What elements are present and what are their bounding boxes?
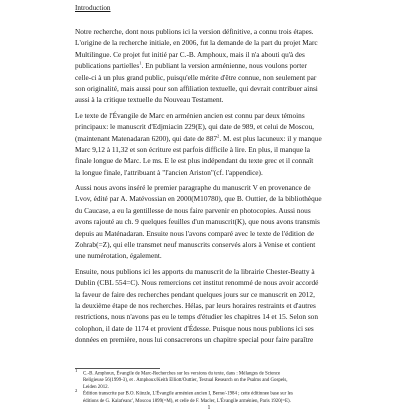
text-segment: finale longue de Marc. Le ms. E le est plus indépendant du texte grec et il connaît <box>75 156 314 166</box>
text-line <box>75 60 367 71</box>
text-line <box>75 289 367 300</box>
text-segment: Aussi nous avons inséré le premier paragraphe du manuscrit V en provenance de <box>75 183 311 193</box>
text-segment: avons rajouté au ch. 9 quelques feuilles d'un manuscrit(K), que nous avons transmis <box>75 217 320 227</box>
text-segment: L'origine de la recherche initiale, en 2006, fut la demande de la part du projet Marc <box>75 38 318 48</box>
text-line <box>75 193 367 204</box>
text-line <box>75 37 367 48</box>
text-line <box>75 228 367 239</box>
text-segment: du Caucase, a eu la gentillesse de nous faire parvenir en photocopies. Aussi nous <box>75 205 311 215</box>
text-line <box>75 72 367 83</box>
text-line <box>75 110 367 121</box>
text-line <box>75 167 367 178</box>
text-segment: . M. est plus lacuneux: il y manque <box>219 133 322 143</box>
text-line <box>75 182 367 193</box>
text-segment: (maintenant Matenadaran 6200), qui date de 887 <box>75 133 218 143</box>
text-segment: la longue finale, l'attribuant à "l'ancien Ariston"(cf. l'appendice). <box>75 167 263 177</box>
text-segment: principaux: le manuscrit d'Edjmiacin 229(E), qui date de 989, et celui de Moscou, <box>75 122 315 132</box>
footnote-reference[interactable]: 2 <box>217 133 220 139</box>
text-line <box>75 26 367 37</box>
text-segment: une numérotation, également. <box>75 251 162 261</box>
text-segment: Multilingue. Ce projet fut initié par C.-B. Amphoux, mais il n'a abouti qu'à des <box>75 49 305 59</box>
text-line <box>75 133 367 144</box>
text-segment: Dublin (CBL 554=C). Nous remercions cet institut renommé de nous avoir accordé <box>75 278 319 288</box>
footnote-text: Religieuse 56(1999-3), et . Amphoux/Keith Elliott/Outtier, Textual Research on the Psalms and Gospels, <box>83 378 288 384</box>
footnote-line <box>75 378 367 385</box>
text-segment: données en première, nous lui consacrerons un chapitre special pour faire paraître <box>75 335 314 345</box>
text-segment: la faveur de faire des recherches pendant quelques jours sur ce manuscrit en 2012, <box>75 289 315 299</box>
text-line <box>75 94 367 105</box>
text-segment: son originalité, mais aussi pour son affiliation textuelle, qui devrait contribuer ainsi <box>75 83 318 93</box>
text-line <box>75 216 367 227</box>
text-line <box>75 277 367 288</box>
text-line <box>75 205 367 216</box>
text-line <box>75 49 367 60</box>
text-segment: publications partielles <box>75 61 140 71</box>
text-line <box>75 300 367 311</box>
text-segment: la deuxième étape de nos recherches. Hélas, par leurs horaires restraints et d'autres <box>75 300 316 310</box>
text-segment: Zohrab(=Z), qui elle transmet neuf manuscrits conservés alors à Venise et contient <box>75 240 316 250</box>
text-line <box>75 144 367 155</box>
body-text <box>75 26 367 346</box>
text-segment: restrictions, nous n'avons pas eu le temps d'étudier les chapitres 14 et 15. Selon son <box>75 312 318 322</box>
text-line <box>75 155 367 166</box>
footnote-text: C.-B. Amphoux, Évangile de Marc-Recherches sur les versions du texte, dans : Mélanges de Science <box>83 371 281 377</box>
text-line <box>75 250 367 261</box>
text-line <box>75 323 367 334</box>
text-segment: Le texte de l'Évangile de Marc en arménien ancien est connu par deux témoins <box>75 110 305 120</box>
text-segment: celle-ci à un plus grand public, puisqu'elle mérite d'être connue, non seulement par <box>75 72 317 82</box>
text-line <box>75 83 367 94</box>
text-segment: Marc 9,12 à 11,32 et son écriture est parfois difficile à lire. En plus, il manque la <box>75 144 311 154</box>
text-segment: Ensuite, nous publions ici les apports du manuscrit de la librairie Chester-Beatty à <box>75 266 315 276</box>
footnotes <box>75 368 367 405</box>
footnote-reference[interactable]: 1 <box>139 60 142 66</box>
footnote-text: Édition transcrite par B.O. Künzle, L'Évangile arménien ancien I, Berne/-1984 ; cette éditinnee base sur les <box>83 392 293 398</box>
text-line <box>75 334 367 345</box>
text-segment: Lvov, édité par A. Matévossian en 2000(M10780), que B. Outtier, de la bibliothèque <box>75 194 322 204</box>
footnote-separator <box>75 368 160 369</box>
text-line <box>75 311 367 322</box>
text-segment: aussi à la critique textuelle du Nouveau Testament. <box>75 95 224 105</box>
footnote-line: $^2$Édition transcrite par B.O. Künzle, L'Évangile arménien ancien I, Berne/-1984 ; cette éditinnee base sur les <box>75 388 293 398</box>
text-line <box>75 121 367 132</box>
text-segment: Notre recherche, dont nous publions ici la version définitive, a connu trois étapes. <box>75 27 314 36</box>
page-number: 1 <box>207 405 211 411</box>
section-heading: Introduction <box>75 4 111 12</box>
text-segment: . En publiant la version arménienne, nous voulons porter <box>141 61 307 71</box>
text-line <box>75 239 367 250</box>
footnote-text: éditions de G. Kalat'eanc', Moscou 1899(=M), et celle de F. Macler, L'Évangile arménien, Paris 1920(=E). <box>83 398 291 404</box>
text-line <box>75 266 367 277</box>
text-segment: depuis au Maténadaran. Ensuite nous l'avons comparé avec le texte de l'édition de <box>75 228 315 238</box>
footnote-text: Leiden 2012. <box>83 384 109 390</box>
footnote-line: $^1$C.-B. Amphoux, Évangile de Marc-Recherches sur les versions du texte, dans : Mélanges de Science <box>75 368 281 377</box>
text-segment: colophon, il date de 1174 et provient d'Édesse. Puisque nous nous publions ici ses <box>75 323 314 333</box>
footnote-line <box>75 385 367 392</box>
